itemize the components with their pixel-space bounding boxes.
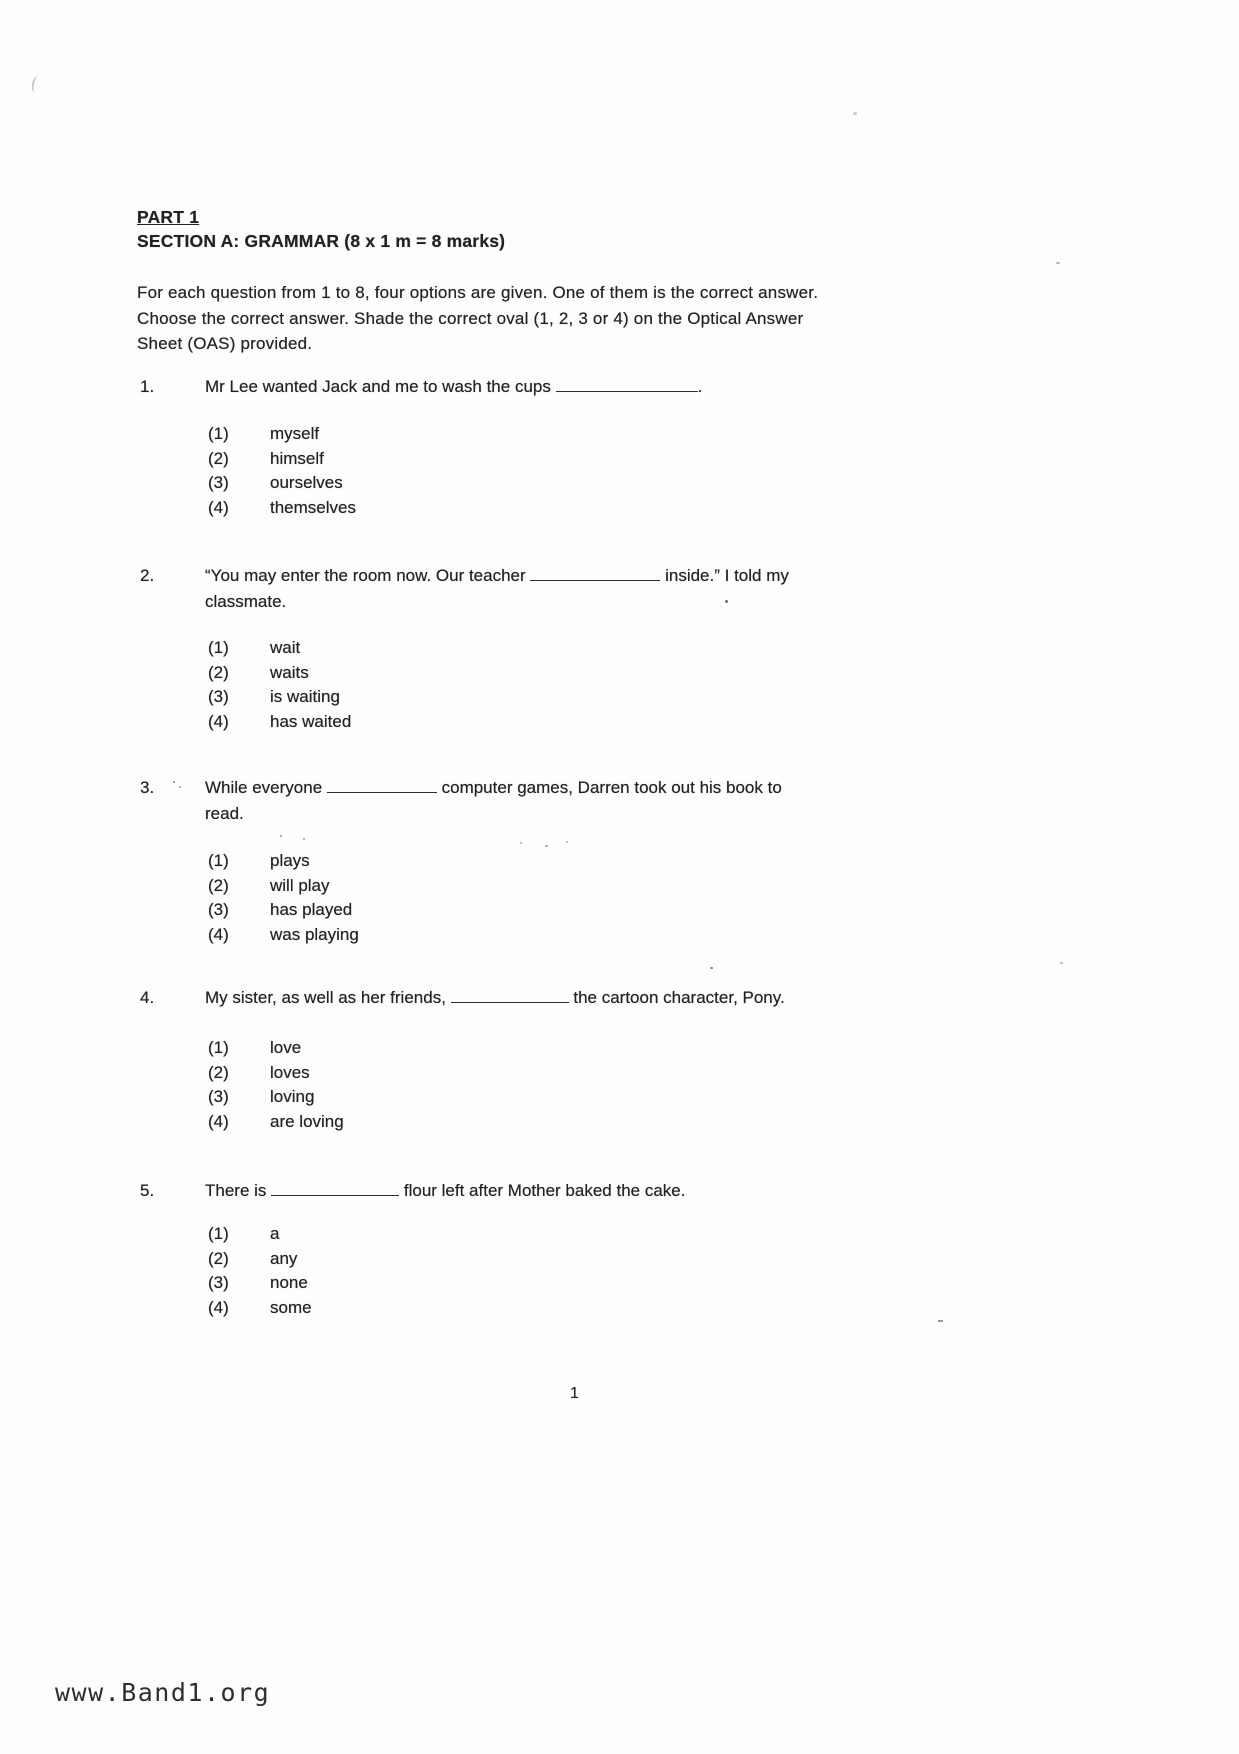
option-number: (1) <box>208 638 229 657</box>
question-text-segment: computer games, Darren took out his book to <box>436 778 782 797</box>
option-label: any <box>270 1248 298 1268</box>
question-number: 2. <box>140 566 155 585</box>
answer-option <box>208 422 977 447</box>
question-options <box>208 1036 977 1134</box>
answer-option <box>208 636 977 661</box>
question-text <box>205 1178 945 1204</box>
answer-option <box>208 1061 977 1086</box>
option-number: (3) <box>208 687 229 707</box>
answer-option <box>208 1247 977 1272</box>
question-text-segment: classmate. <box>205 592 287 611</box>
answer-option <box>208 1110 977 1135</box>
question-options <box>208 1222 977 1320</box>
scan-artifact <box>1056 262 1060 264</box>
answer-option <box>208 898 977 923</box>
option-label: waits <box>270 662 309 682</box>
answer-option <box>208 471 977 496</box>
option-number: (3) <box>208 900 229 920</box>
answer-blank <box>556 376 698 392</box>
option-label: a <box>270 1224 280 1243</box>
question-text-segment: inside.” I told my <box>660 566 789 585</box>
option-number: (4) <box>208 497 229 517</box>
part-title: PART 1 <box>137 207 200 227</box>
question-text-line <box>205 801 945 827</box>
option-label: none <box>270 1273 308 1293</box>
page-header <box>137 205 505 253</box>
option-number: (2) <box>208 1248 229 1268</box>
question <box>137 985 977 1134</box>
option-number: (4) <box>208 1297 229 1317</box>
answer-option <box>208 685 977 710</box>
answer-option <box>208 661 977 686</box>
answer-option <box>208 1036 977 1061</box>
instructions-line-1: For each question from 1 to 8, four options are given. One of them is the correct answer. <box>137 283 819 302</box>
answer-blank <box>327 777 437 793</box>
question-number: 4. <box>140 988 155 1007</box>
question-text-segment: “You may enter the room now. Our teacher <box>205 566 531 585</box>
answer-option <box>208 1271 977 1296</box>
answer-option <box>208 849 977 874</box>
answer-option <box>208 710 977 735</box>
option-number: (2) <box>208 1062 229 1082</box>
option-label: loving <box>270 1087 315 1107</box>
scan-artifact <box>725 600 728 603</box>
option-number: (3) <box>208 1273 229 1293</box>
answer-option <box>208 447 977 472</box>
instructions <box>137 280 818 357</box>
option-label: himself <box>270 448 324 468</box>
option-number: (2) <box>208 448 229 468</box>
question-text-segment: the cartoon character, Pony. <box>568 988 785 1007</box>
question-options <box>208 636 977 734</box>
scan-artifact <box>545 845 548 847</box>
option-number: (3) <box>208 1087 229 1107</box>
answer-blank <box>271 1180 399 1196</box>
question-text <box>205 775 945 827</box>
option-label: was playing <box>270 924 359 944</box>
question-text-line <box>205 985 945 1011</box>
instructions-line-3: Sheet (OAS) provided. <box>137 334 313 353</box>
question-text-segment: There is <box>205 1181 272 1200</box>
question-text-segment: While everyone <box>205 778 327 797</box>
option-label: ourselves <box>270 473 343 493</box>
answer-option <box>208 923 977 948</box>
question <box>137 563 977 734</box>
answer-option <box>208 1222 977 1247</box>
option-number: (1) <box>208 424 229 443</box>
option-label: myself <box>270 424 320 443</box>
question-text-line <box>205 374 945 400</box>
answer-option <box>208 1085 977 1110</box>
option-number: (1) <box>208 851 229 870</box>
option-label: has waited <box>270 711 352 731</box>
question-text-line <box>205 589 945 615</box>
scan-artifact <box>566 841 568 843</box>
option-label: wait <box>270 638 301 657</box>
question-text-line <box>205 775 945 801</box>
question-number: 5. <box>140 1181 155 1200</box>
answer-blank <box>451 987 569 1003</box>
question-options <box>208 849 977 947</box>
option-number: (2) <box>208 662 229 682</box>
question-text-line <box>205 563 945 589</box>
question-text <box>205 374 945 400</box>
question-text <box>205 985 945 1011</box>
option-label: has played <box>270 900 353 920</box>
question <box>137 374 977 520</box>
answer-blank <box>530 565 660 581</box>
question-text-segment: My sister, as well as her friends, <box>205 988 451 1007</box>
question-number: 3. <box>140 778 155 797</box>
option-label: themselves <box>270 497 356 517</box>
scan-artifact <box>710 967 713 969</box>
question-text-segment: flour left after Mother baked the cake. <box>399 1181 686 1200</box>
page-number: 1 <box>570 1385 579 1402</box>
option-number: (2) <box>208 875 229 895</box>
option-label: is waiting <box>270 687 340 707</box>
scan-artifact <box>31 75 43 93</box>
option-label: some <box>270 1297 312 1317</box>
question-text <box>205 563 945 615</box>
question-number: 1. <box>140 377 155 396</box>
scan-artifact <box>1060 962 1063 964</box>
question-options <box>208 422 977 520</box>
answer-option <box>208 1296 977 1321</box>
watermark: www.Band1.org <box>55 1678 271 1707</box>
question <box>137 1178 977 1320</box>
question-text-segment: read. <box>205 804 244 823</box>
option-label: will play <box>270 875 330 895</box>
answer-option <box>208 496 977 521</box>
scan-artifact <box>303 838 305 840</box>
option-label: plays <box>270 851 310 870</box>
option-number: (3) <box>208 473 229 493</box>
option-label: are loving <box>270 1111 344 1131</box>
option-label: love <box>270 1038 302 1057</box>
option-number: (4) <box>208 1111 229 1131</box>
scan-artifact <box>520 842 522 844</box>
option-number: (1) <box>208 1038 229 1057</box>
option-number: (1) <box>208 1224 229 1243</box>
option-number: (4) <box>208 924 229 944</box>
scan-artifact <box>173 781 175 783</box>
option-label: loves <box>270 1062 310 1082</box>
question-text-segment: Mr Lee wanted Jack and me to wash the cups <box>205 377 556 396</box>
question-text-segment: . <box>697 377 703 396</box>
instructions-line-2: Choose the correct answer. Shade the correct oval (1, 2, 3 or 4) on the Optical Answer <box>137 308 804 328</box>
question-text-line <box>205 1178 945 1204</box>
scan-artifact <box>280 835 282 837</box>
answer-option <box>208 874 977 899</box>
scan-artifact <box>938 1320 943 1322</box>
question <box>137 775 977 947</box>
scan-artifact <box>179 786 181 788</box>
scan-artifact <box>853 112 857 115</box>
option-number: (4) <box>208 711 229 731</box>
section-title: SECTION A: GRAMMAR (8 x 1 m = 8 marks) <box>137 231 506 251</box>
